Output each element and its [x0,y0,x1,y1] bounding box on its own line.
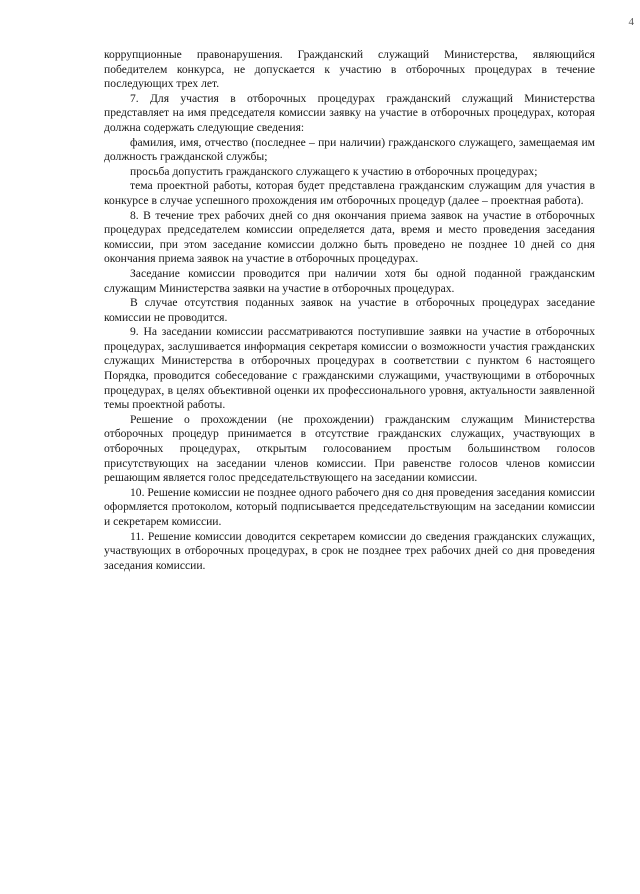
paragraph-continuation: коррупционные правонарушения. Гражданский служащий Министерства, являющийся победителем конкурса, не допускается к участию в отборочных процедурах в течение последующих трех лет. [104,48,595,91]
paragraph-item-10: 10. Решение комиссии не позднее одного рабочего дня со дня проведения заседания комиссии оформляется протоколом, который подписывается председательствующим на заседании комиссии и секретарем комиссии. [104,485,595,528]
paragraph-item-9: 9. На заседании комиссии рассматриваются поступившие заявки на участие в отборочных процедурах, заслушивается информация секретаря комиссии о возможности участия гражданских служащих Министерства в отборочных процедурах в соответствии с пунктом 6 настоящего Порядка, проводится собеседование с гражданскими служащими, участвующими в отборочных процедурах, в целях объективной оценки их профессионального уровня, актуальности заявленной темы проектной работы. [104,325,595,412]
paragraph-item-8-quorum: Заседание комиссии проводится при наличии хотя бы одной поданной гражданским служащим Министерства заявки на участие в отборочных процедурах. [104,266,595,295]
document-body [104,48,595,573]
paragraph-item-8-no-applications: В случае отсутствия поданных заявок на участие в отборочных процедурах заседание комиссии не проводится. [104,296,595,324]
paragraph-item-11: 11. Решение комиссии доводится секретарем комиссии до сведения гражданских служащих, участвующих в отборочных процедурах, в срок не позднее трех рабочих дней со дня проведения заседания комиссии. [104,529,595,572]
paragraph-item-9-decision: Решение о прохождении (не прохождении) гражданским служащим Министерства отборочных процедур принимается в отсутствие гражданских служащих, участвующих в отборочных процедурах, открытым голосованием простым большинством голосов присутствующих на заседании членов комиссии. При равенстве голосов членов комиссии решающим является голос председательствующего на заседании комиссии. [104,412,595,485]
paragraph-item-8: 8. В течение трех рабочих дней со дня окончания приема заявок на участие в отборочных процедурах председателем комиссии определяется дата, время и место проведения заседания комиссии, при этом заседание комиссии должно быть проведено не позднее 10 дней со дня окончания приема заявок на участие в отборочных процедурах. [104,208,595,266]
page-number: 4 [628,16,634,28]
paragraph-item-7-fio: фамилия, имя, отчество (последнее – при наличии) гражданского служащего, замещаемая им должность гражданской службы; [104,135,595,164]
paragraph-item-7: 7. Для участия в отборочных процедурах гражданский служащий Министерства представляет на имя председателя комиссии заявку на участие в отборочных процедурах, которая должна содержать следующие сведения: [104,91,595,134]
paragraph-item-7-topic: тема проектной работы, которая будет представлена гражданским служащим для участия в конкурсе в случае успешного прохождения им отборочных процедур (далее – проектная работа). [104,179,595,207]
paragraph-item-7-request: просьба допустить гражданского служащего к участию в отборочных процедурах; [130,164,538,178]
